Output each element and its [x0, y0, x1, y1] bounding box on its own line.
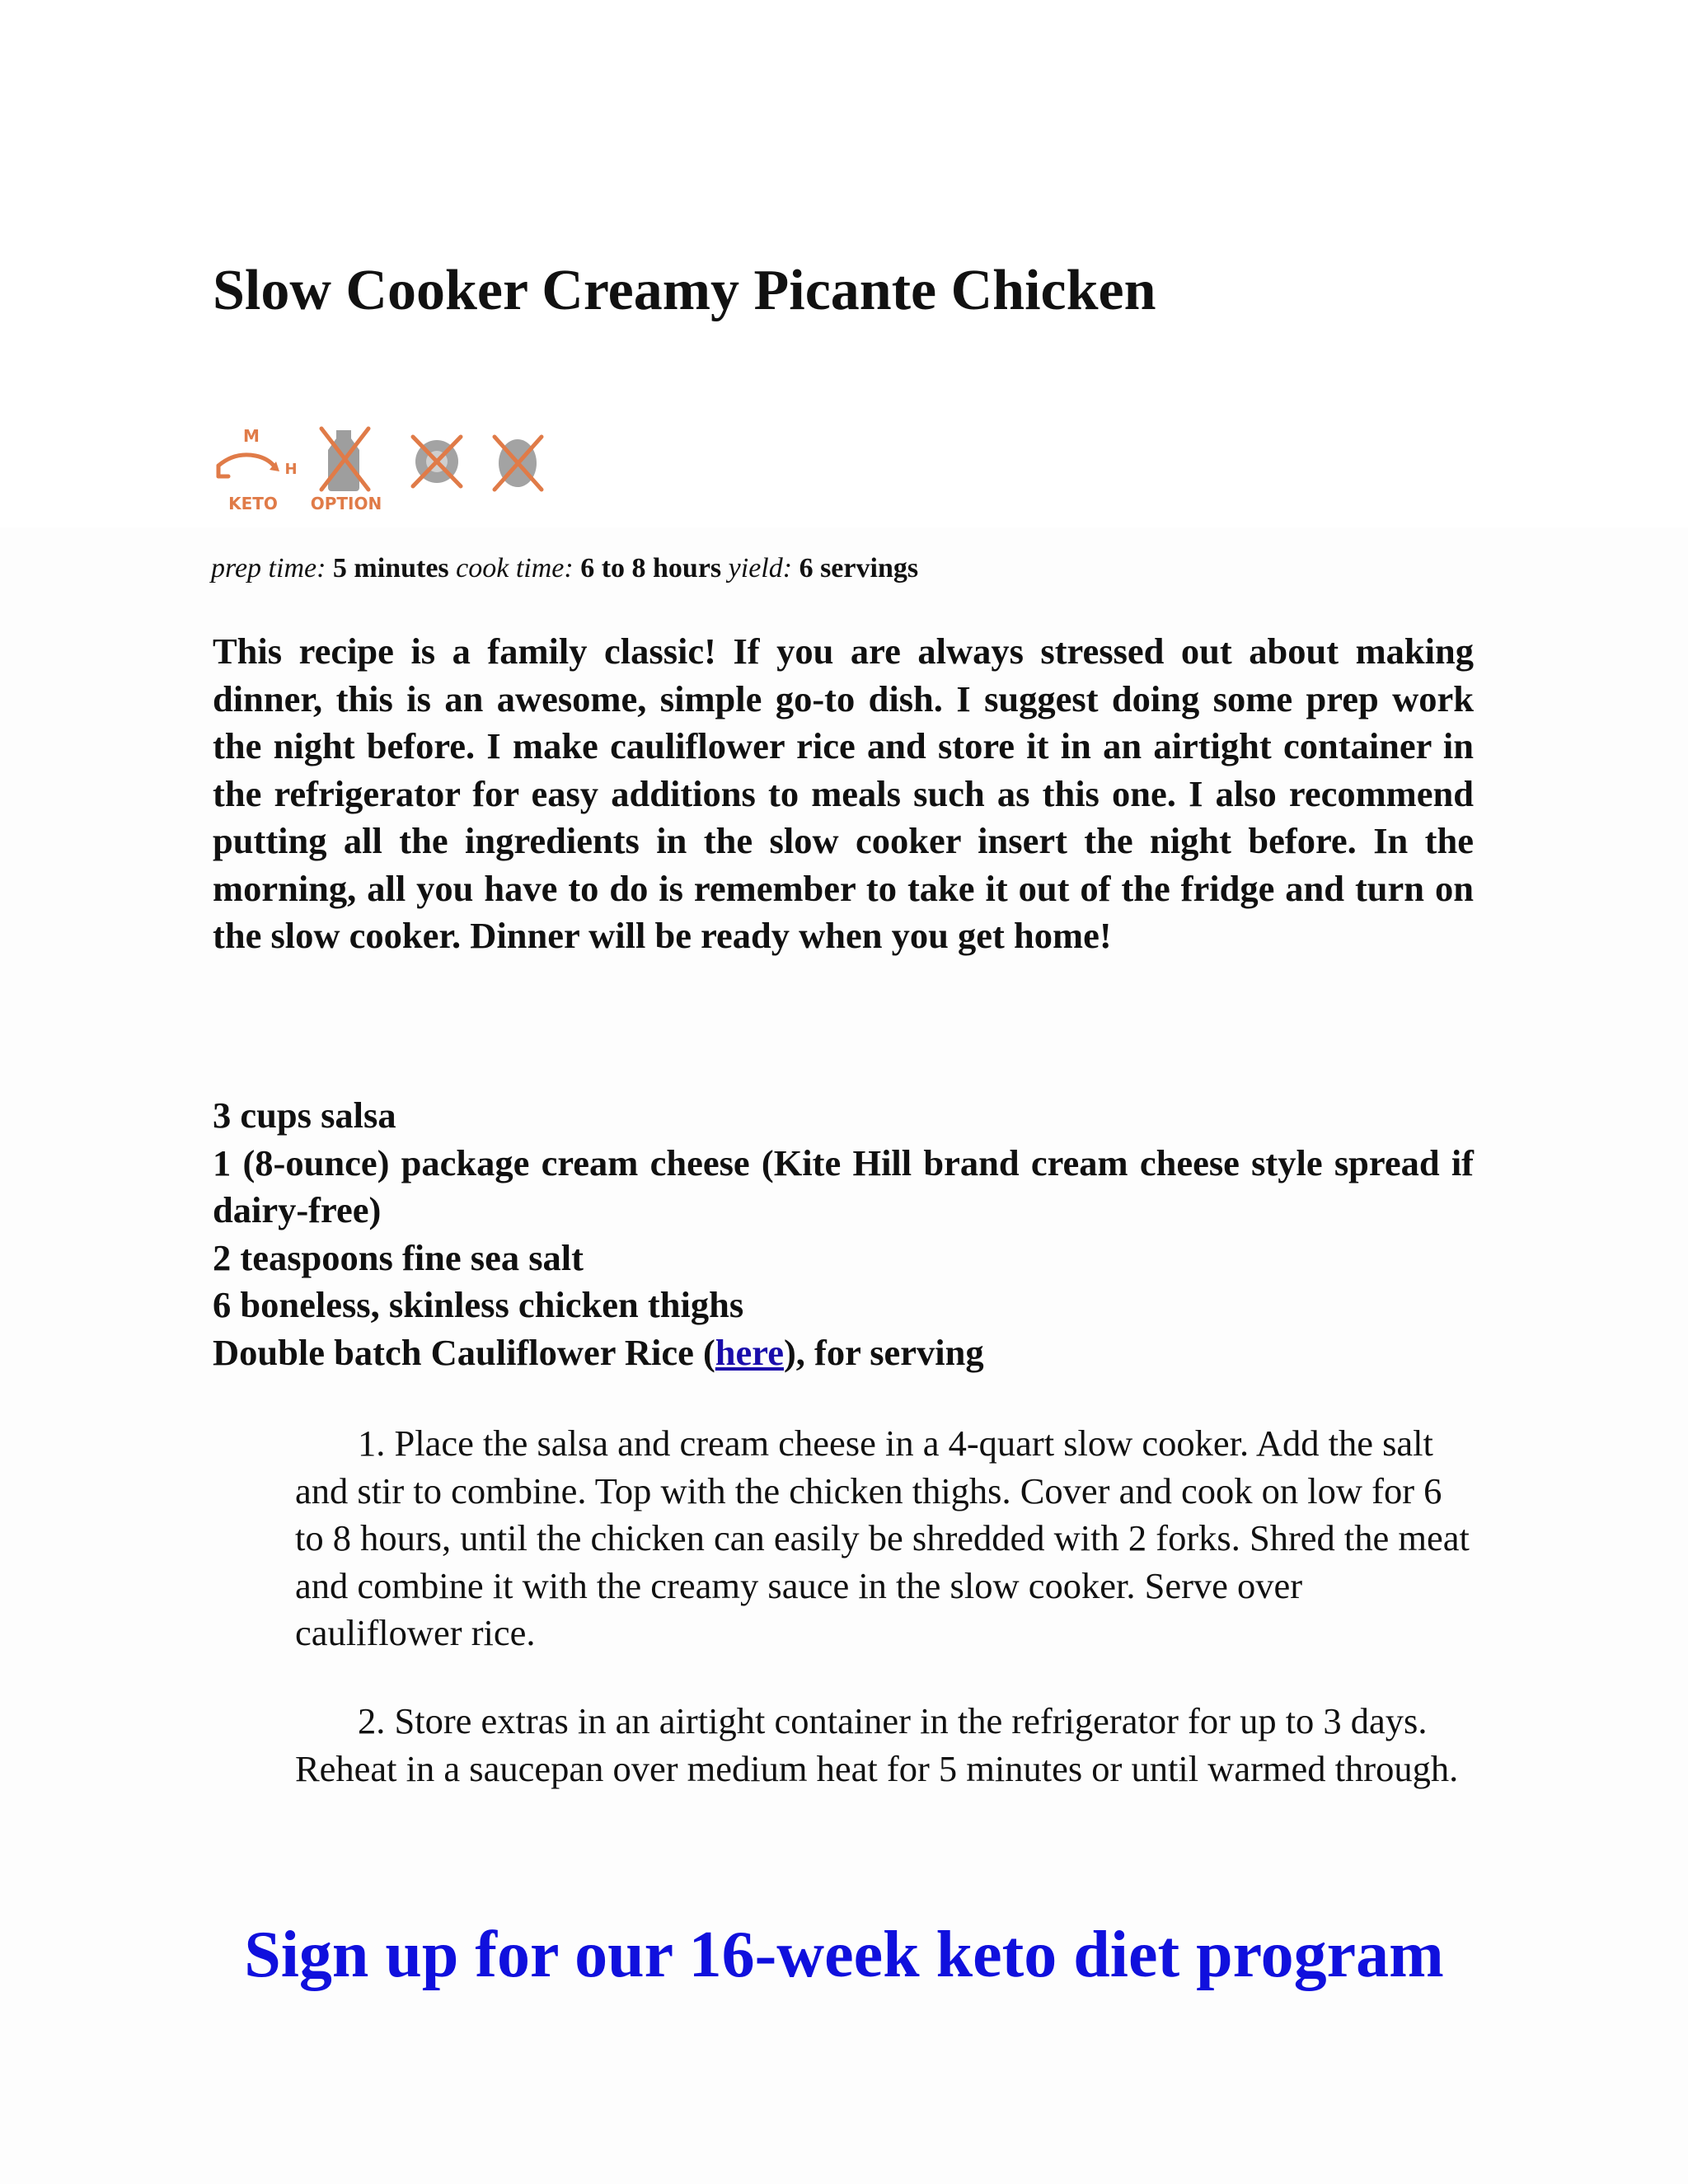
ingredient-item: 6 boneless, skinless chicken thighs [213, 1284, 744, 1325]
prep-time-value: 5 minutes [332, 553, 449, 583]
ingredient-item [213, 1329, 1474, 1377]
recipe-meta [211, 551, 918, 587]
recipe-intro: This recipe is a family classic! If you are always stressed out about making dinner, this is an awesome, simple go-to dish. I suggest doing some prep work the night before. I make cauliflower rice and store it in an airtight container in the refrigerator for easy additions to meals such as this one. I also recommend putting all the ingredients in the slow cooker insert the night before. In the morning, all you have to do is remember to take it out of the fridge and turn on the slow cooker. Dinner will be ready when you get home! [213, 630, 1474, 956]
keto-badge-label: KETO [228, 494, 278, 513]
ingredient-text: ), for serving [783, 1331, 984, 1373]
yield-label: yield: [728, 553, 793, 583]
instruction-step: 1. Place the salsa and cream cheese in a 4-quart slow cooker. Add the salt and stir to combine. Top with the chicken thighs. Cover and cook on low for 6 to 8 hours, until the chicken can easily be shredded with 2 forks. Shred the meat and combine it with the creamy sauce in the slow cooker. Serve over cauliflower rice. [295, 1422, 1470, 1653]
instruction-step: 2. Store extras in an airtight container in the refrigerator for up to 3 days. Reheat in a saucepan over medium heat for 5 minutes or until warmed through. [295, 1700, 1459, 1789]
cauliflower-rice-link[interactable]: here [715, 1331, 784, 1373]
ingredient-list [213, 1092, 1474, 1376]
option-badge-label: OPTION [310, 494, 382, 513]
ingredient-item: 3 cups salsa [213, 1094, 396, 1136]
dairy-bottle-crossed-icon [311, 429, 382, 513]
ingredient-item: 1 (8-ounce) package cream cheese (Kite Hill brand cream cheese style spread if dairy-free) [213, 1141, 1474, 1230]
cook-time-label: cook time: [456, 553, 574, 583]
yield-value: 6 servings [799, 553, 919, 583]
keto-program-signup-link[interactable]: Sign up for our 16-week keto diet program [244, 1919, 1444, 1991]
slow-cooker-heat-dial-icon [218, 426, 298, 513]
nut-crossed-icon [413, 437, 461, 486]
ingredient-item: 2 teaspoons fine sea salt [213, 1236, 584, 1278]
ingredient-text: Double batch Cauliflower Rice ( [213, 1331, 715, 1373]
dial-mid-label: M [243, 426, 260, 446]
dial-high-label: H [284, 461, 298, 478]
recipe-badges [210, 420, 556, 519]
prep-time-label: prep time: [211, 553, 326, 583]
cook-time-value: 6 to 8 hours [580, 553, 722, 583]
egg-crossed-icon [495, 437, 542, 490]
recipe-title: Slow Cooker Creamy Picante Chicken [213, 259, 1156, 322]
